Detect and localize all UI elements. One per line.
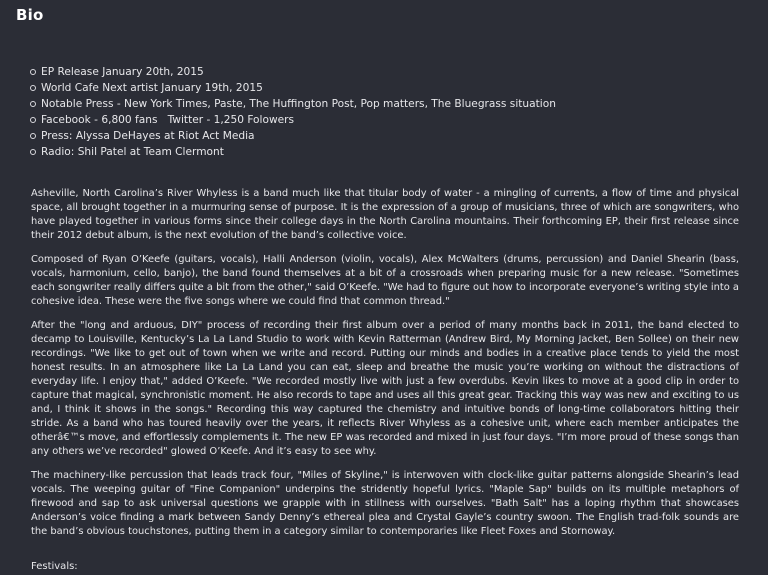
bio-body xyxy=(31,187,739,549)
fact-text: World Cafe Next artist January 19th, 2015 xyxy=(41,82,263,94)
circle-bullet-icon xyxy=(30,149,36,155)
circle-bullet-icon xyxy=(30,117,36,123)
circle-bullet-icon xyxy=(30,101,36,107)
list-item xyxy=(30,64,556,80)
list-item xyxy=(30,96,556,112)
list-item xyxy=(30,144,556,160)
page-title: Bio xyxy=(16,6,44,24)
fact-text: Radio: Shil Patel at Team Clermont xyxy=(41,146,224,158)
circle-bullet-icon xyxy=(30,133,36,139)
list-item xyxy=(30,112,556,128)
fact-text: Notable Press - New York Times, Paste, The Huffington Post, Pop matters, The Bluegrass situation xyxy=(41,98,556,110)
festivals-heading: Festivals: xyxy=(31,561,78,572)
bio-paragraph: Composed of Ryan O’Keefe (guitars, vocals), Halli Anderson (violin, vocals), Alex McWalters (drums, percussion) and Daniel Shearin (bass, vocals, harmonium, cello, banjo), the band found themselves at a bit of a crossroads when preparing music for a new release. "Sometimes each songwriter really differs quite a bit from the other," said O’Keefe. "We had to figure out how to incorporate everyone’s writing style into a cohesive idea. These were the five songs where we could find that common thread." xyxy=(31,254,739,307)
facts-list xyxy=(30,64,556,160)
list-item xyxy=(30,80,556,96)
circle-bullet-icon xyxy=(30,69,36,75)
bio-paragraph: Asheville, North Carolina’s River Whyless is a band much like that titular body of water - a mingling of currents, a flow of time and physical space, all brought together in a murmuring sense of purpose. It is the expression of a group of musicians, three of which are songwriters, who have played together in various forms since their college days in the North Carolina mountains. Their forthcoming EP, their first release since their 2012 debut album, is the next evolution of the band’s collective voice. xyxy=(31,188,739,241)
fact-text: Press: Alyssa DeHayes at Riot Act Media xyxy=(41,130,255,142)
bio-paragraph: The machinery-like percussion that leads track four, "Miles of Skyline," is interwoven with clock-like guitar patterns alongside Shearin’s lead vocals. The weeping guitar of "Fine Companion" underpins the stridently hopeful lyrics. "Maple Sap" builds on its multiple metaphors of firewood and sap to ask universal questions we grapple with in stillness with ourselves. "Bath Salt" has a loping rhythm that showcases Anderson’s voice finding a mark between Sandy Denny’s ethereal plea and Crystal Gayle’s country swoon. The English trad-folk sounds are the band’s obvious touchstones, putting them in a category similar to contemporaries like Fleet Foxes and Stornoway. xyxy=(31,470,739,537)
list-item xyxy=(30,128,556,144)
circle-bullet-icon xyxy=(30,85,36,91)
fact-text: EP Release January 20th, 2015 xyxy=(41,66,204,78)
fact-text: Facebook - 6,800 fans Twitter - 1,250 Folowers xyxy=(41,114,295,126)
bio-paragraph: After the "long and arduous, DIY" process of recording their first album over a period of many months back in 2011, the band elected to decamp to Louisville, Kentucky’s La La Land Studio to work with Kevin Ratterman (Andrew Bird, My Morning Jacket, Ben Sollee) on their new recordings. "We like to get out of town when we write and record. Putting our minds and bodies in a creative place tends to yield the most honest results. In an atmosphere like La La Land you can eat, sleep and breathe the music you’re working on without the distractions of everyday life. I enjoy that," added O’Keefe. "We recorded mostly live with just a few overdubs. Kevin likes to move at a good clip in order to capture that magical, synchronistic moment. He also records to tape and uses all this great gear. Tracking this way was new and exciting to us and, I think it shows in the songs." Recording this way captured the chemistry and intuitive bonds of long-time collaborators hitting their stride. As a band who has toured heavily over the years, it reflects River Whyless as a cohesive unit, where each member anticipates the otherâ€™s move, and effortlessly complements it. The new EP was recorded and mixed in just four days. "I’m more proud of these songs than any others we’ve recorded" glowed O’Keefe. And it’s easy to see why. xyxy=(31,320,739,457)
